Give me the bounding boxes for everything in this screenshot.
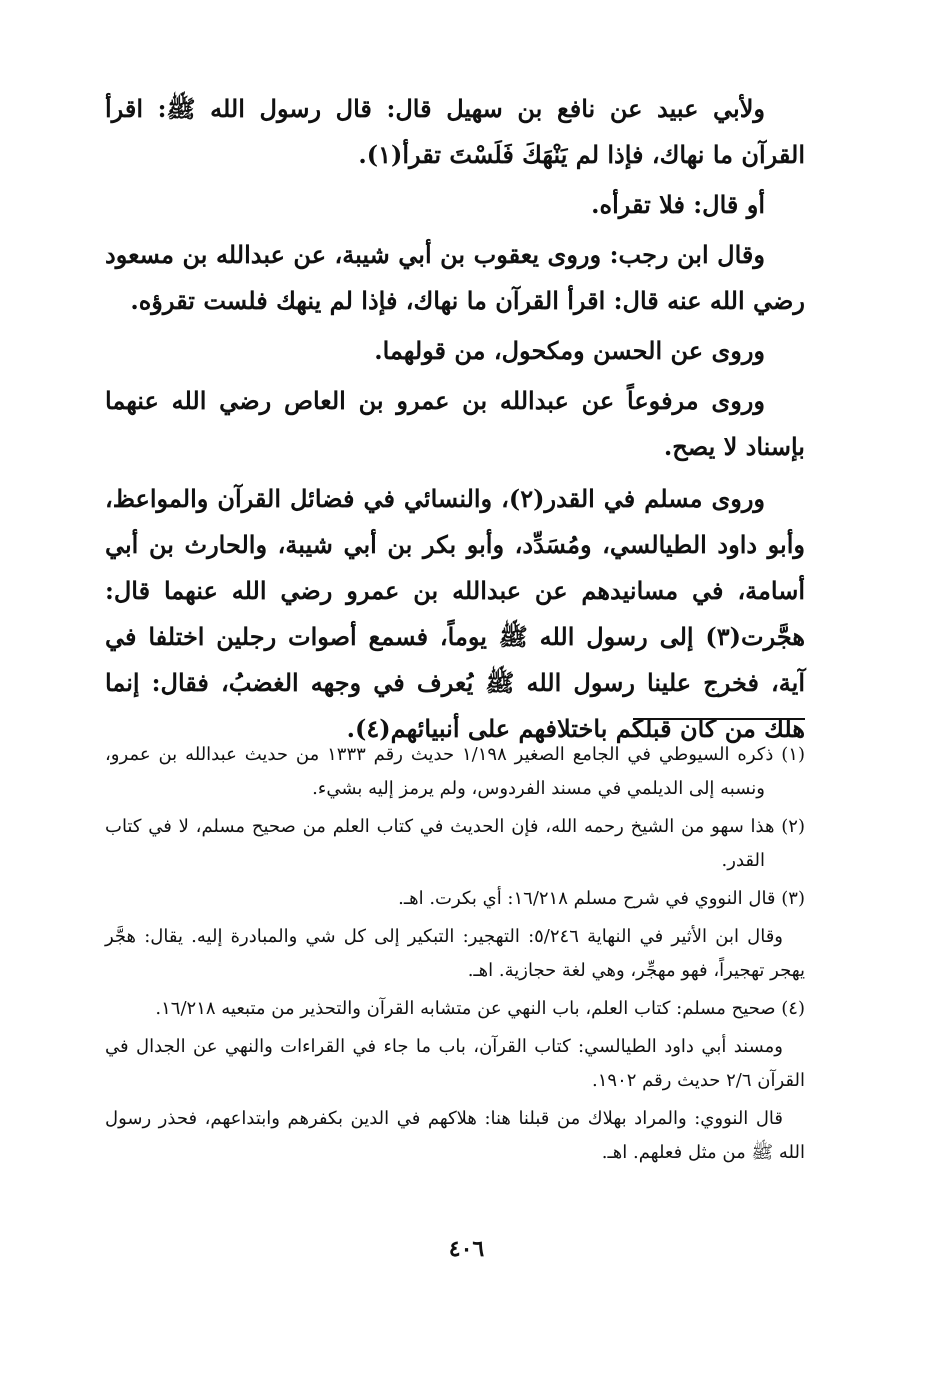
paragraph-ibn-rajab: وقال ابن رجب: وروى يعقوب بن أبي شيبة، عن عبدالله بن مسعود رضي الله عنه قال: اقرأ القرآن ما نهاك، فإذا لم ينهك فلست تقرؤه. <box>105 240 805 315</box>
paragraph-muslim-hadith: وروى مسلم في القدر(٢)، والنسائي في فضائل القرآن والمواعظ، وأبو داود الطيالسي، ومُسَدِّد، وأبو بكر بن أبي شيبة، والحارث بن أبي أسامة، في مسانيدهم عن عبدالله بن عمرو رضي الله عنهما قال: هجَّرت(٣) إلى رسول الله ﷺ يوماً، فسمع أصوات رجلين اختلفا في آية، فخرج علينا رسول الله ﷺ يُعرف في وجهه الغضبُ، فقال: إنما هلك من كان قبلكم باختلافهم على أنبيائهم(٤). <box>105 484 805 743</box>
paragraph-aw-qal: أو قال: فلا تقرأه. <box>591 190 765 219</box>
footnote-divider <box>633 718 805 720</box>
footnote-1: (١) ذكره السيوطي في الجامع الصغير ١/١٩٨ حديث رقم ١٣٣٣ من حديث عبدالله بن عمرو، ونسبه إلى الديلمي في مسند الفردوس، ولم يرمز إليه بشيء. <box>105 744 805 799</box>
paragraph-hasan-makhul: وروى عن الحسن ومكحول، من قولهما. <box>374 336 765 365</box>
footnote-3-continuation: وقال ابن الأثير في النهاية ٥/٢٤٦: التهجير: التبكير إلى كل شي والمبادرة إليه. يقال: هجَّر يهجر تهجيراً، فهو مهجِّر، وهي لغة حجازية. اهـ. <box>105 926 805 981</box>
paragraph-marfu: وروى مرفوعاً عن عبدالله بن عمرو بن العاص رضي الله عنهما بإسناد لا يصح. <box>105 386 805 461</box>
footnote-4: (٤) صحيح مسلم: كتاب العلم، باب النهي عن متشابه القرآن والتحذير من متبعيه ١٦/٢١٨. <box>155 998 805 1019</box>
paragraph-abu-ubaid: ولأبي عبيد عن نافع بن سهيل قال: قال رسول الله ﷺ: اقرأ القرآن ما نهاك، فإذا لم يَنْهَكَ فَلَسْتَ تقرأ(١). <box>105 94 805 169</box>
footnote-4-continuation-2: قال النووي: والمراد بهلاك من قبلنا هنا: هلاكهم في الدين بكفرهم وابتداعهم، فحذر رسول الله ﷺ من مثل فعلهم. اهـ. <box>105 1108 805 1163</box>
footnote-2: (٢) هذا سهو من الشيخ رحمه الله، فإن الحديث في كتاب العلم من صحيح مسلم، لا في كتاب القدر. <box>105 816 805 871</box>
page-number: ٤٠٦ <box>448 1236 485 1262</box>
footnote-4-continuation-1: ومسند أبي داود الطيالسي: كتاب القرآن، باب ما جاء في القراءات والنهي عن الجدال في القرآن ٢/٦ حديث رقم ١٩٠٢. <box>105 1036 805 1091</box>
footnote-3: (٣) قال النووي في شرح مسلم ١٦/٢١٨: أي بكرت. اهـ. <box>398 888 805 909</box>
footnotes <box>105 738 805 1174</box>
main-text <box>105 86 805 756</box>
